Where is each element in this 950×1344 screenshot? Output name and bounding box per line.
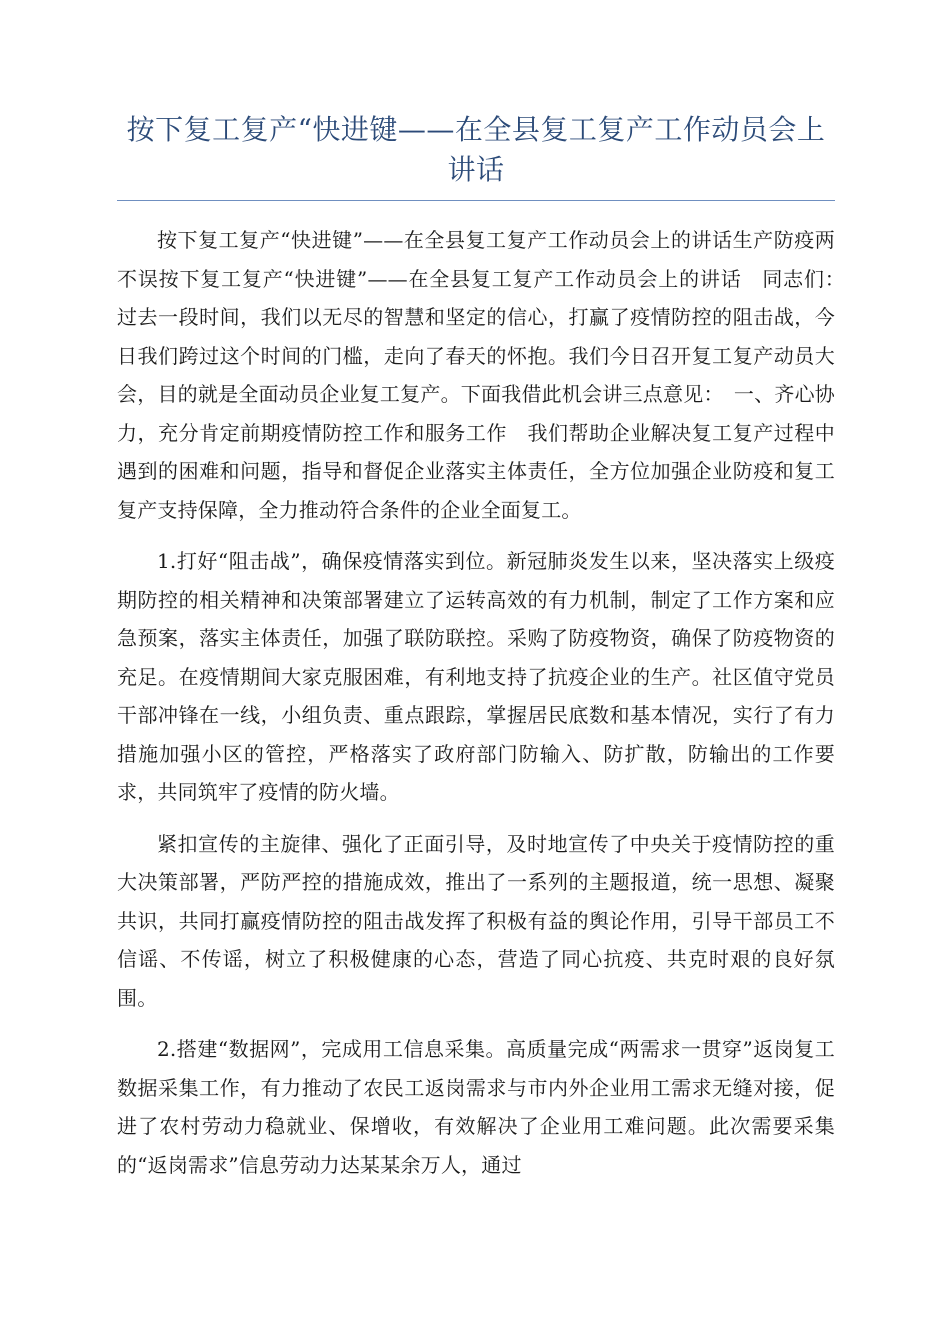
paragraph-intro: 按下复工复产“快进键”——在全县复工复产工作动员会上的讲话生产防疫两不误按下复工复产“快进键”——在全县复工复产工作动员会上的讲话 同志们： 过去一段时间，我们以无尽的智慧和坚定的信心，打赢了疫情防控的阻击战，今日我们跨过这个时间的门槛，走向了春天的怀抱。我们今日召开复工复产动员大会，目的就是全面动员企业复工复产。下面我借此机会讲三点意见： 一、齐心协力，充分肯定前期疫情防控工作和服务工作 我们帮助企业解决复工复产过程中遇到的困难和问题，指导和督促企业落实主体责任，全方位加强企业防疫和复工复产支持保障，全力推动符合条件的企业全面复工。 — [117, 228, 856, 522]
paragraph-point-1: 1.打好“阻击战”，确保疫情落实到位。新冠肺炎发生以来，坚决落实上级疫期防控的相关精神和决策部署建立了运转高效的有力机制，制定了工作方案和应急预案，落实主体责任，加强了联防联控。采购了防疫物资，确保了防疫物资的充足。在疫情期间大家克服困难，有利地支持了抗疫企业的生产。社区值守党员干部冲锋在一线，小组负责、重点跟踪，掌握居民底数和基本情况，实行了有力措施加强小区的管控，严格落实了政府部门防输入、防扩散，防输出的工作要求，共同筑牢了疫情的防火墙。 — [117, 549, 835, 804]
paragraph-publicity: 紧扣宣传的主旋律、强化了正面引导，及时地宣传了中央关于疫情防控的重大决策部署，严防严控的措施成效，推出了一系列的主题报道，统一思想、凝聚共识，共同打赢疫情防控的阻击战发挥了积极有益的舆论作用，引导干部员工不信谣、不传谣，树立了积极健康的心态，营造了同心抗疫、共克时艰的良好氛围。 — [117, 831, 835, 1010]
document-page — [117, 110, 856, 1197]
document-body — [117, 221, 856, 1184]
document-title: 按下复工复产“快进键——在全县复工复产工作动员会上讲话 — [117, 110, 835, 201]
paragraph-point-2: 2.搭建“数据网”，完成用工信息采集。高质量完成“两需求一贯穿”返岗复工数据采集工作，有力推动了农民工返岗需求与市内外企业用工需求无缝对接，促进了农村劳动力稳就业、保增收，有效解决了企业用工难问题。此次需要采集的“返岗需求”信息劳动力达某某余万人，通过 — [117, 1037, 835, 1177]
